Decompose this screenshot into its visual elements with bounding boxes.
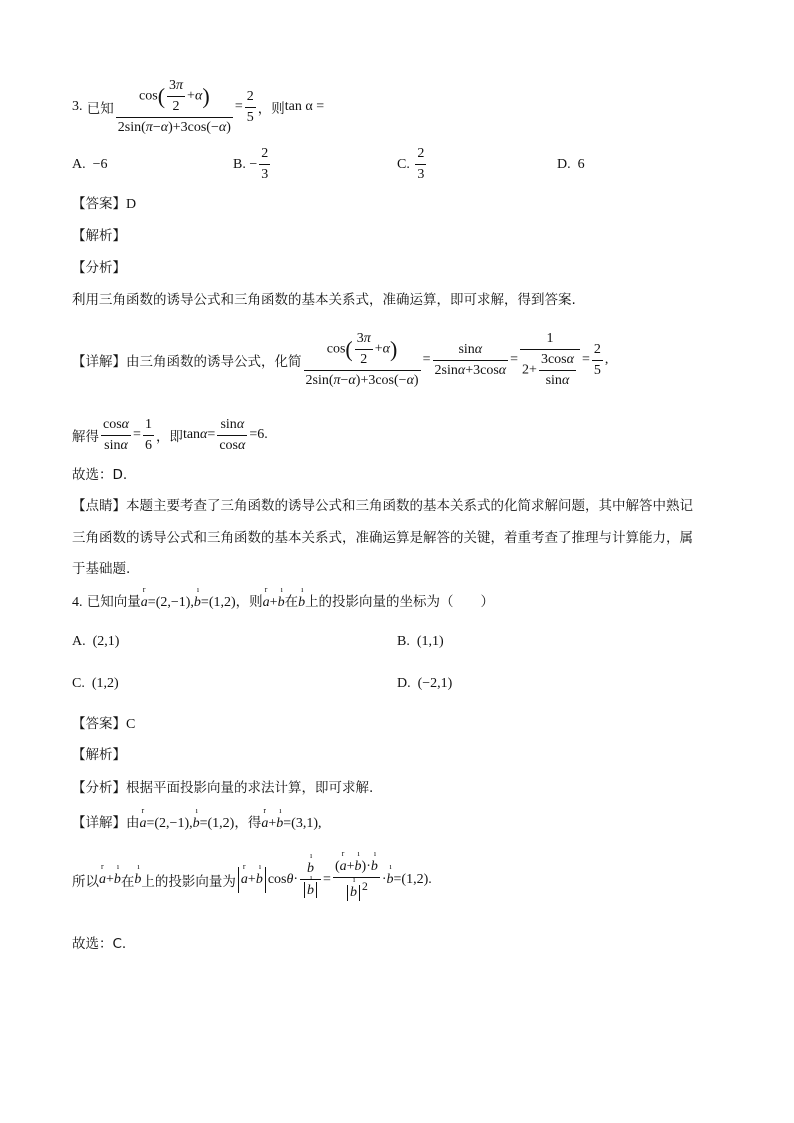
xiangjie-tag: 【详解】: [72, 815, 126, 831]
q4-answer: [72, 712, 135, 733]
q4-sum: r a+ı b: [263, 595, 285, 610]
q4-option-d[interactable]: [397, 676, 452, 692]
q4-stem: [72, 590, 494, 611]
option-label: C.: [72, 676, 85, 691]
q4-xiangjie: [72, 811, 322, 832]
q3-option-d[interactable]: [557, 157, 585, 173]
option-label: D.: [397, 676, 411, 691]
q3-stem: 3. 已知 cos( $\frac{3\pi}{2}$ +α) 2sin(π−α)+3cos(−α) = $\frac{2}{5}$ ，则 tan α =: [72, 78, 325, 135]
xiangjie-tag: 【详解】: [72, 354, 126, 370]
q4-option-a[interactable]: [72, 634, 119, 650]
answer-value: C: [126, 717, 136, 732]
q3-cot-fraction: $\frac{\cos\alpha}{\sin\alpha}$: [103, 416, 130, 453]
q4-projection-formula: r a + ı b cos θ · ı b ı b = (r a+ı b)·ı b ı b $^2$ · ı b =(1,2).: [236, 859, 432, 901]
q3-stem-suffix: ，则: [257, 101, 285, 117]
option-label: C.: [397, 156, 410, 172]
q3-derivation-fraction-1: cos( $\frac{3\pi}{2}$ +α) 2sin(π−α)+3cos(−α): [305, 331, 419, 388]
option-text: (1,1): [416, 634, 444, 649]
answer-value: D: [126, 197, 137, 212]
q4-b-vector: ı b: [134, 872, 141, 888]
q4-sum-result: r a+ı b=(3,1),: [261, 816, 321, 831]
q3-ask: tan α =: [284, 99, 325, 114]
q4-number: 4.: [72, 595, 83, 610]
q3-solve-line: 解得 $\frac{\cos\alpha}{\sin\alpha}$ = $\frac{1}{6}$ ，即 tanα= $\frac{\sin\alpha}{\cos\alpha}$ =6.: [72, 416, 268, 453]
option-b-fraction: $\frac{2}{3}$: [261, 146, 269, 182]
q3-derivation-value: $\frac{2}{5}$: [593, 341, 601, 378]
option-text: −6: [92, 157, 108, 172]
option-label: B.: [233, 156, 246, 172]
q3-xiangjie: 【详解】 由三角函数的诱导公式，化简 cos( $\frac{3\pi}{2}$ +α) 2sin(π−α)+3cos(−α) = $\frac{\sin\alpha}{2\sin\alpha+3\cos\alpha}$ = 1 2+ $\frac{3\cos\alpha}{\sin\alpha}$ = $\frac{2}{5}$ ,: [72, 331, 609, 388]
q3-cot-value: $\frac{1}{6}$: [144, 416, 152, 453]
q3-given-value: $\frac{2}{5}$: [246, 88, 254, 125]
xiangjie-prefix: 由: [126, 815, 140, 831]
q3-choose: 故选：D.: [72, 467, 128, 483]
q3-stem-prefix: 已知: [86, 101, 114, 117]
q4-analysis-tag: 【解析】: [72, 747, 126, 763]
line2-on: 在: [120, 874, 135, 890]
option-text: (−2,1): [417, 676, 453, 691]
option-c-fraction: $\frac{2}{3}$: [417, 146, 425, 182]
q4-option-c[interactable]: [72, 676, 119, 692]
q3-option-c[interactable]: [397, 146, 428, 183]
q4-projection-line: [72, 850, 432, 910]
q3-dianjing-line-1: [72, 494, 693, 514]
option-text: 6: [577, 157, 585, 172]
xiangjie-text: 由三角函数的诱导公式，化简: [126, 354, 302, 370]
q3-dianjing-line-3: 于基础题.: [72, 561, 131, 577]
option-text: (1,2): [91, 676, 119, 691]
fenxi-tag: 【分析】: [72, 780, 126, 796]
q3-answer: [72, 192, 136, 213]
option-text: (2,1): [92, 634, 120, 649]
q4-fenxi: [72, 776, 373, 796]
dianjing-text: 本题主要考查了三角函数的诱导公式和三角函数的基本关系式的化简求解问题，其中解答中熟记: [126, 498, 693, 514]
option-label: A.: [72, 157, 86, 172]
option-label: D.: [557, 157, 571, 172]
q4-vectors: r a=(2,−1),ı b=(1,2): [141, 595, 236, 610]
solve-prefix: 解得: [72, 429, 99, 445]
answer-tag: 【答案】: [72, 716, 126, 732]
solve-mid: ，即: [155, 429, 183, 445]
fenxi-text: 根据平面投影向量的求法计算，即可求解.: [126, 780, 374, 796]
q3-derivation-fraction-3: 1 2+ $\frac{3\cos\alpha}{\sin\alpha}$: [520, 331, 580, 389]
q4-stem-mid: ，则: [235, 594, 263, 610]
q3-analysis-tag: 【解析】: [72, 228, 126, 244]
q4-stem-prefix: 已知向量: [86, 594, 141, 610]
q4-option-b[interactable]: [397, 634, 444, 650]
line2-mid: 上的投影向量为: [141, 874, 236, 890]
xiangjie-mid: ，得: [234, 815, 262, 831]
q4-sum-vector: r a+ı b: [99, 872, 121, 888]
q3-given-fraction: cos( $\frac{3\pi}{2}$ +α) 2sin(π−α)+3cos(−α): [117, 78, 231, 135]
q3-fenxi-tag: 【分析】: [72, 260, 126, 276]
q4-vectors-given: r a=(2,−1),ı b=(1,2): [140, 816, 235, 831]
option-label: A.: [72, 634, 86, 649]
q4-stem-suffix: 上的投影向量的坐标为（ ）: [305, 594, 495, 610]
q4-b: ı b: [298, 595, 305, 611]
q4-choose: 故选：C.: [72, 936, 127, 952]
q3-dianjing-line-2: 三角函数的诱导公式和三角函数的基本关系式，准确运算是解答的关键，着重考查了推理与计算能力，属: [72, 530, 693, 546]
q3-fenxi-text: 利用三角函数的诱导公式和三角函数的基本关系式，准确运算，即可求解，得到答案.: [72, 292, 576, 308]
q4-stem-on: 在: [284, 594, 299, 610]
answer-tag: 【答案】: [72, 196, 126, 212]
q3-tan-fraction: $\frac{\sin\alpha}{\cos\alpha}$: [219, 416, 246, 453]
q3-option-a[interactable]: [72, 157, 108, 173]
dianjing-tag: 【点睛】: [72, 498, 126, 514]
q3-option-b[interactable]: B. − $\frac{2}{3}$: [233, 146, 269, 182]
line2-prefix: 所以: [72, 874, 99, 890]
q3-derivation-fraction-2: $\frac{\sin\alpha}{2\sin\alpha+3\cos\alpha}$: [434, 341, 507, 378]
option-label: B.: [397, 634, 410, 649]
q3-number: 3.: [72, 99, 83, 114]
